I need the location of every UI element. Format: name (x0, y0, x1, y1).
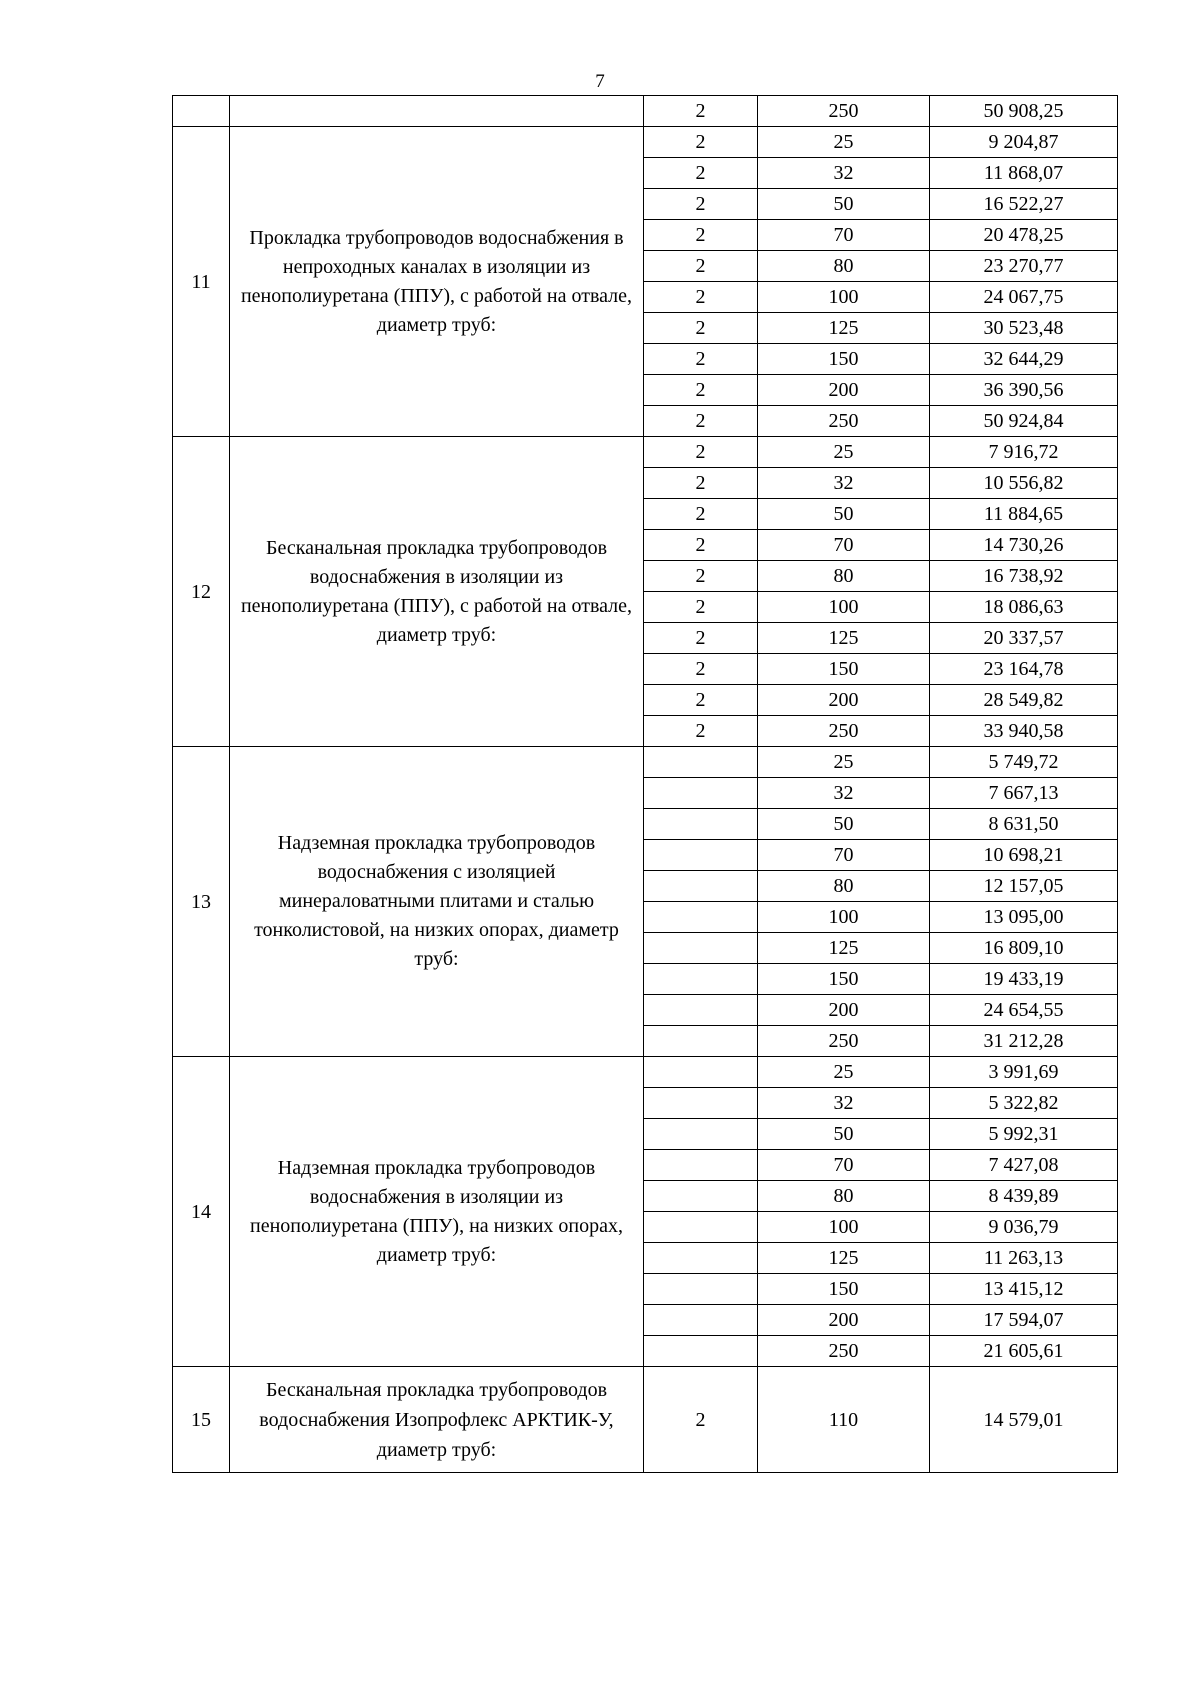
count-cell (644, 1119, 758, 1150)
price-cell: 10 556,82 (930, 468, 1118, 499)
diameter-cell: 150 (758, 654, 930, 685)
price-cell: 18 086,63 (930, 592, 1118, 623)
price-cell: 16 522,27 (930, 189, 1118, 220)
diameter-cell: 80 (758, 251, 930, 282)
item-number-cell (173, 96, 230, 127)
count-cell (644, 1305, 758, 1336)
item-number-cell: 11 (173, 127, 230, 437)
price-cell: 31 212,28 (930, 1026, 1118, 1057)
count-cell: 2 (644, 158, 758, 189)
price-cell: 23 164,78 (930, 654, 1118, 685)
diameter-cell: 50 (758, 499, 930, 530)
price-cell: 16 809,10 (930, 933, 1118, 964)
table-row (173, 1057, 1118, 1088)
price-cell: 11 868,07 (930, 158, 1118, 189)
diameter-cell: 32 (758, 158, 930, 189)
count-cell (644, 964, 758, 995)
count-cell: 2 (644, 654, 758, 685)
diameter-cell: 150 (758, 344, 930, 375)
price-cell: 23 270,77 (930, 251, 1118, 282)
diameter-cell: 200 (758, 375, 930, 406)
diameter-cell: 80 (758, 871, 930, 902)
diameter-cell: 50 (758, 1119, 930, 1150)
count-cell (644, 747, 758, 778)
count-cell: 2 (644, 375, 758, 406)
count-cell: 2 (644, 313, 758, 344)
price-cell: 19 433,19 (930, 964, 1118, 995)
price-cell: 10 698,21 (930, 840, 1118, 871)
diameter-cell: 125 (758, 933, 930, 964)
diameter-cell: 150 (758, 1274, 930, 1305)
count-cell: 2 (644, 716, 758, 747)
price-cell: 24 654,55 (930, 995, 1118, 1026)
diameter-cell: 32 (758, 1088, 930, 1119)
price-cell: 5 992,31 (930, 1119, 1118, 1150)
price-cell: 8 631,50 (930, 809, 1118, 840)
table-body (173, 96, 1118, 1473)
count-cell (644, 1336, 758, 1367)
price-cell: 33 940,58 (930, 716, 1118, 747)
count-cell: 2 (644, 499, 758, 530)
count-cell (644, 902, 758, 933)
price-cell: 20 478,25 (930, 220, 1118, 251)
price-cell: 24 067,75 (930, 282, 1118, 313)
count-cell: 2 (644, 592, 758, 623)
count-cell (644, 809, 758, 840)
item-number-cell: 13 (173, 747, 230, 1057)
diameter-cell: 70 (758, 530, 930, 561)
table-row (173, 127, 1118, 158)
diameter-cell: 250 (758, 96, 930, 127)
diameter-cell: 25 (758, 437, 930, 468)
price-cell: 5 749,72 (930, 747, 1118, 778)
price-cell: 50 924,84 (930, 406, 1118, 437)
count-cell: 2 (644, 530, 758, 561)
count-cell (644, 1181, 758, 1212)
count-cell: 2 (644, 437, 758, 468)
item-number-cell: 15 (173, 1367, 230, 1473)
price-cell: 32 644,29 (930, 344, 1118, 375)
count-cell: 2 (644, 251, 758, 282)
price-cell: 36 390,56 (930, 375, 1118, 406)
diameter-cell: 250 (758, 1026, 930, 1057)
diameter-cell: 250 (758, 406, 930, 437)
count-cell (644, 840, 758, 871)
diameter-cell: 70 (758, 220, 930, 251)
diameter-cell: 125 (758, 313, 930, 344)
diameter-cell: 250 (758, 716, 930, 747)
price-cell: 9 204,87 (930, 127, 1118, 158)
diameter-cell: 200 (758, 995, 930, 1026)
diameter-cell: 32 (758, 778, 930, 809)
price-cell: 14 579,01 (930, 1367, 1118, 1473)
count-cell: 2 (644, 220, 758, 251)
diameter-cell: 32 (758, 468, 930, 499)
price-cell: 11 884,65 (930, 499, 1118, 530)
diameter-cell: 50 (758, 189, 930, 220)
price-cell: 21 605,61 (930, 1336, 1118, 1367)
diameter-cell: 100 (758, 902, 930, 933)
page-number: 7 (595, 71, 605, 92)
diameter-cell: 25 (758, 1057, 930, 1088)
item-number-cell: 12 (173, 437, 230, 747)
item-description-cell: Прокладка трубопроводов водоснабжения в непроходных каналах в изоляции из пенополиуретана (ППУ), с работой на отвале, диаметр труб: (230, 127, 644, 437)
table-row (173, 437, 1118, 468)
price-cell: 12 157,05 (930, 871, 1118, 902)
count-cell: 2 (644, 406, 758, 437)
count-cell (644, 933, 758, 964)
price-cell: 17 594,07 (930, 1305, 1118, 1336)
count-cell: 2 (644, 282, 758, 313)
item-description-cell: Надземная прокладка трубопроводов водоснабжения с изоляцией минераловатными плитами и сталью тонколистовой, на низких опорах, диаметр труб: (230, 747, 644, 1057)
price-cell: 9 036,79 (930, 1212, 1118, 1243)
table-row (173, 747, 1118, 778)
diameter-cell: 100 (758, 592, 930, 623)
item-description-cell: Надземная прокладка трубопроводов водоснабжения в изоляции из пенополиуретана (ППУ), на низких опорах, диаметр труб: (230, 1057, 644, 1367)
count-cell (644, 1026, 758, 1057)
diameter-cell: 50 (758, 809, 930, 840)
item-description-cell: Бесканальная прокладка трубопроводов водоснабжения в изоляции из пенополиуретана (ППУ), с работой на отвале, диаметр труб: (230, 437, 644, 747)
price-cell: 8 439,89 (930, 1181, 1118, 1212)
price-table (172, 95, 1118, 1473)
count-cell: 2 (644, 127, 758, 158)
count-cell: 2 (644, 561, 758, 592)
price-cell: 3 991,69 (930, 1057, 1118, 1088)
diameter-cell: 200 (758, 1305, 930, 1336)
item-number-cell: 14 (173, 1057, 230, 1367)
diameter-cell: 110 (758, 1367, 930, 1473)
count-cell (644, 1274, 758, 1305)
diameter-cell: 150 (758, 964, 930, 995)
count-cell: 2 (644, 344, 758, 375)
price-cell: 50 908,25 (930, 96, 1118, 127)
diameter-cell: 100 (758, 1212, 930, 1243)
diameter-cell: 80 (758, 1181, 930, 1212)
count-cell (644, 1057, 758, 1088)
diameter-cell: 100 (758, 282, 930, 313)
table-row (173, 1367, 1118, 1473)
count-cell (644, 1088, 758, 1119)
price-cell: 20 337,57 (930, 623, 1118, 654)
price-cell: 7 427,08 (930, 1150, 1118, 1181)
diameter-cell: 25 (758, 127, 930, 158)
diameter-cell: 125 (758, 623, 930, 654)
diameter-cell: 70 (758, 840, 930, 871)
count-cell (644, 778, 758, 809)
item-description-cell: Бесканальная прокладка трубопроводов водоснабжения Изопрофлекс АРКТИК-У, диаметр труб: (230, 1367, 644, 1473)
count-cell: 2 (644, 468, 758, 499)
count-cell (644, 1150, 758, 1181)
count-cell: 2 (644, 1367, 758, 1473)
diameter-cell: 200 (758, 685, 930, 716)
count-cell: 2 (644, 189, 758, 220)
count-cell: 2 (644, 623, 758, 654)
price-cell: 13 415,12 (930, 1274, 1118, 1305)
diameter-cell: 125 (758, 1243, 930, 1274)
price-cell: 28 549,82 (930, 685, 1118, 716)
price-cell: 5 322,82 (930, 1088, 1118, 1119)
diameter-cell: 70 (758, 1150, 930, 1181)
diameter-cell: 80 (758, 561, 930, 592)
price-cell: 7 667,13 (930, 778, 1118, 809)
table-row (173, 96, 1118, 127)
diameter-cell: 25 (758, 747, 930, 778)
count-cell: 2 (644, 685, 758, 716)
count-cell (644, 1212, 758, 1243)
count-cell (644, 1243, 758, 1274)
price-cell: 11 263,13 (930, 1243, 1118, 1274)
count-cell (644, 995, 758, 1026)
diameter-cell: 250 (758, 1336, 930, 1367)
price-cell: 13 095,00 (930, 902, 1118, 933)
item-description-cell (230, 96, 644, 127)
price-cell: 14 730,26 (930, 530, 1118, 561)
price-cell: 30 523,48 (930, 313, 1118, 344)
price-cell: 16 738,92 (930, 561, 1118, 592)
count-cell: 2 (644, 96, 758, 127)
count-cell (644, 871, 758, 902)
price-cell: 7 916,72 (930, 437, 1118, 468)
